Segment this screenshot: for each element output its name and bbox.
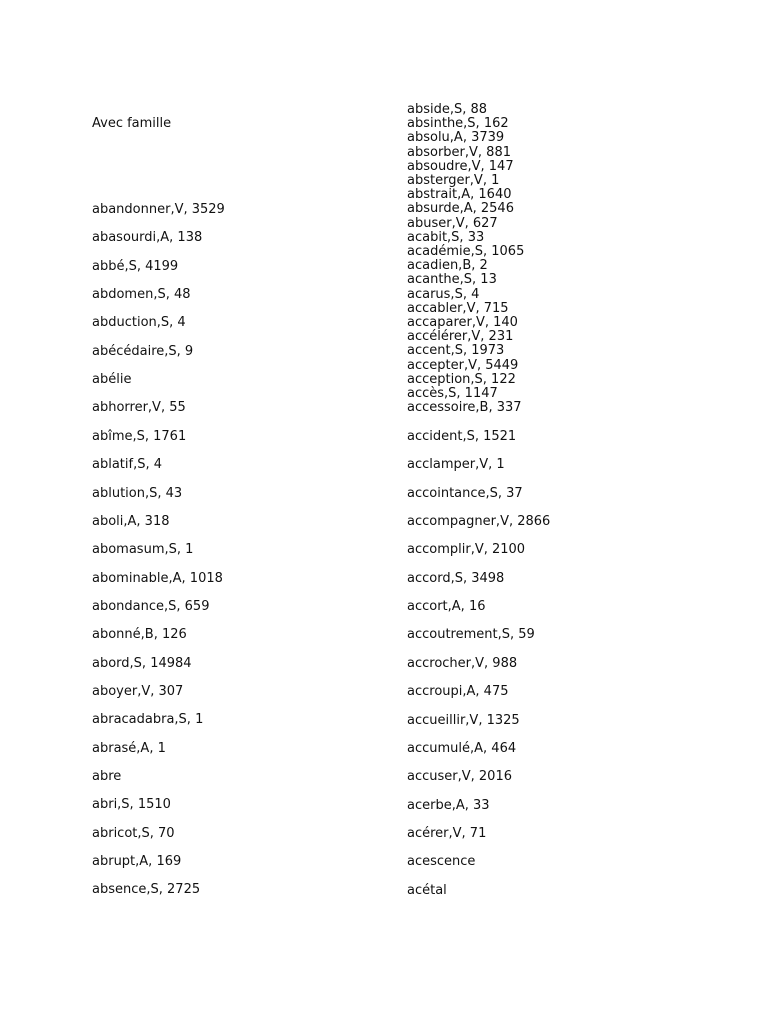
entry-line: ablution,S, 43 xyxy=(92,485,183,501)
entry-line: acescence xyxy=(407,854,476,870)
entry-line: absolu,A, 3739 xyxy=(407,130,505,146)
entry-line: acérer,V, 71 xyxy=(407,825,487,841)
entry-line: aboyer,V, 307 xyxy=(92,683,184,699)
entry-line: abîme,S, 1761 xyxy=(92,428,187,444)
entry-line: abdomen,S, 48 xyxy=(92,287,191,303)
entry-line: acclamper,V, 1 xyxy=(407,457,505,473)
entry-line: absterger,V, 1 xyxy=(407,173,500,188)
entry-line: abominable,A, 1018 xyxy=(92,570,223,586)
entry-line: abricot,S, 70 xyxy=(92,825,175,841)
entry-line: abuser,V, 627 xyxy=(407,215,498,231)
entry-line: abécédaire,S, 9 xyxy=(92,343,194,359)
entry-line: accompagner,V, 2866 xyxy=(407,514,551,530)
entry-line: accord,S, 3498 xyxy=(407,570,505,586)
entry-line: académie,S, 1065 xyxy=(407,244,525,259)
entry-line: accaparer,V, 140 xyxy=(407,315,518,330)
entry-line: accent,S, 1973 xyxy=(407,343,505,359)
entry-line: abracadabra,S, 1 xyxy=(92,712,204,728)
entry-line: absorber,V, 881 xyxy=(407,144,511,160)
entry-line: abduction,S, 4 xyxy=(92,315,186,331)
entry-line: accélérer,V, 231 xyxy=(407,329,514,345)
entry-line: accuser,V, 2016 xyxy=(407,769,512,785)
entry-line: abrasé,A, 1 xyxy=(92,740,166,756)
entry-line: abside,S, 88 xyxy=(407,102,488,117)
entry-line: abbé,S, 4199 xyxy=(92,258,179,274)
entry-line: abasourdi,A, 138 xyxy=(92,230,203,246)
entry-line: accès,S, 1147 xyxy=(407,386,498,401)
entry-line: absinthe,S, 162 xyxy=(407,116,509,132)
entry-line: accroupi,A, 475 xyxy=(407,684,509,700)
entry-line: accrocher,V, 988 xyxy=(407,655,518,671)
left-column-heading: Avec famille xyxy=(92,116,172,131)
entry-line: acanthe,S, 13 xyxy=(407,272,497,288)
entry-line: acétal xyxy=(407,882,447,898)
entry-line: absoudre,V, 147 xyxy=(407,158,514,174)
entry-line: abondance,S, 659 xyxy=(92,598,210,614)
entry-line: accumulé,A, 464 xyxy=(407,740,517,756)
entry-line: accueillir,V, 1325 xyxy=(407,712,520,728)
entry-line: abstrait,A, 1640 xyxy=(407,187,512,203)
entry-line: accident,S, 1521 xyxy=(407,429,517,444)
entry-line: absence,S, 2725 xyxy=(92,882,201,898)
entry-line: accoutrement,S, 59 xyxy=(407,627,535,643)
entry-line: ablatif,S, 4 xyxy=(92,457,163,473)
entry-line: abélie xyxy=(92,372,132,388)
entry-line: abonné,B, 126 xyxy=(92,627,187,643)
entry-line: accessoire,B, 337 xyxy=(407,400,522,416)
entry-line: abomasum,S, 1 xyxy=(92,542,194,558)
entry-line: abandonner,V, 3529 xyxy=(92,202,225,217)
entry-line: acception,S, 122 xyxy=(407,371,516,387)
entry-line: acarus,S, 4 xyxy=(407,286,480,302)
entry-line: abord,S, 14984 xyxy=(92,655,192,671)
entry-line: abre xyxy=(92,769,122,784)
entry-line: abri,S, 1510 xyxy=(92,797,171,813)
entry-line: accepter,V, 5449 xyxy=(407,357,519,373)
entry-line: acerbe,A, 33 xyxy=(407,797,490,813)
entry-line: acadien,B, 2 xyxy=(407,258,488,274)
entry-line: accointance,S, 37 xyxy=(407,485,523,501)
entry-line: acabit,S, 33 xyxy=(407,229,485,245)
entry-line: abhorrer,V, 55 xyxy=(92,400,186,416)
entry-line: accabler,V, 715 xyxy=(407,300,509,316)
entry-line: accomplir,V, 2100 xyxy=(407,542,526,558)
entry-line: abrupt,A, 169 xyxy=(92,854,182,870)
entry-line: accort,A, 16 xyxy=(407,599,486,615)
entry-line: aboli,A, 318 xyxy=(92,513,170,529)
entry-line: absurde,A, 2546 xyxy=(407,201,514,217)
